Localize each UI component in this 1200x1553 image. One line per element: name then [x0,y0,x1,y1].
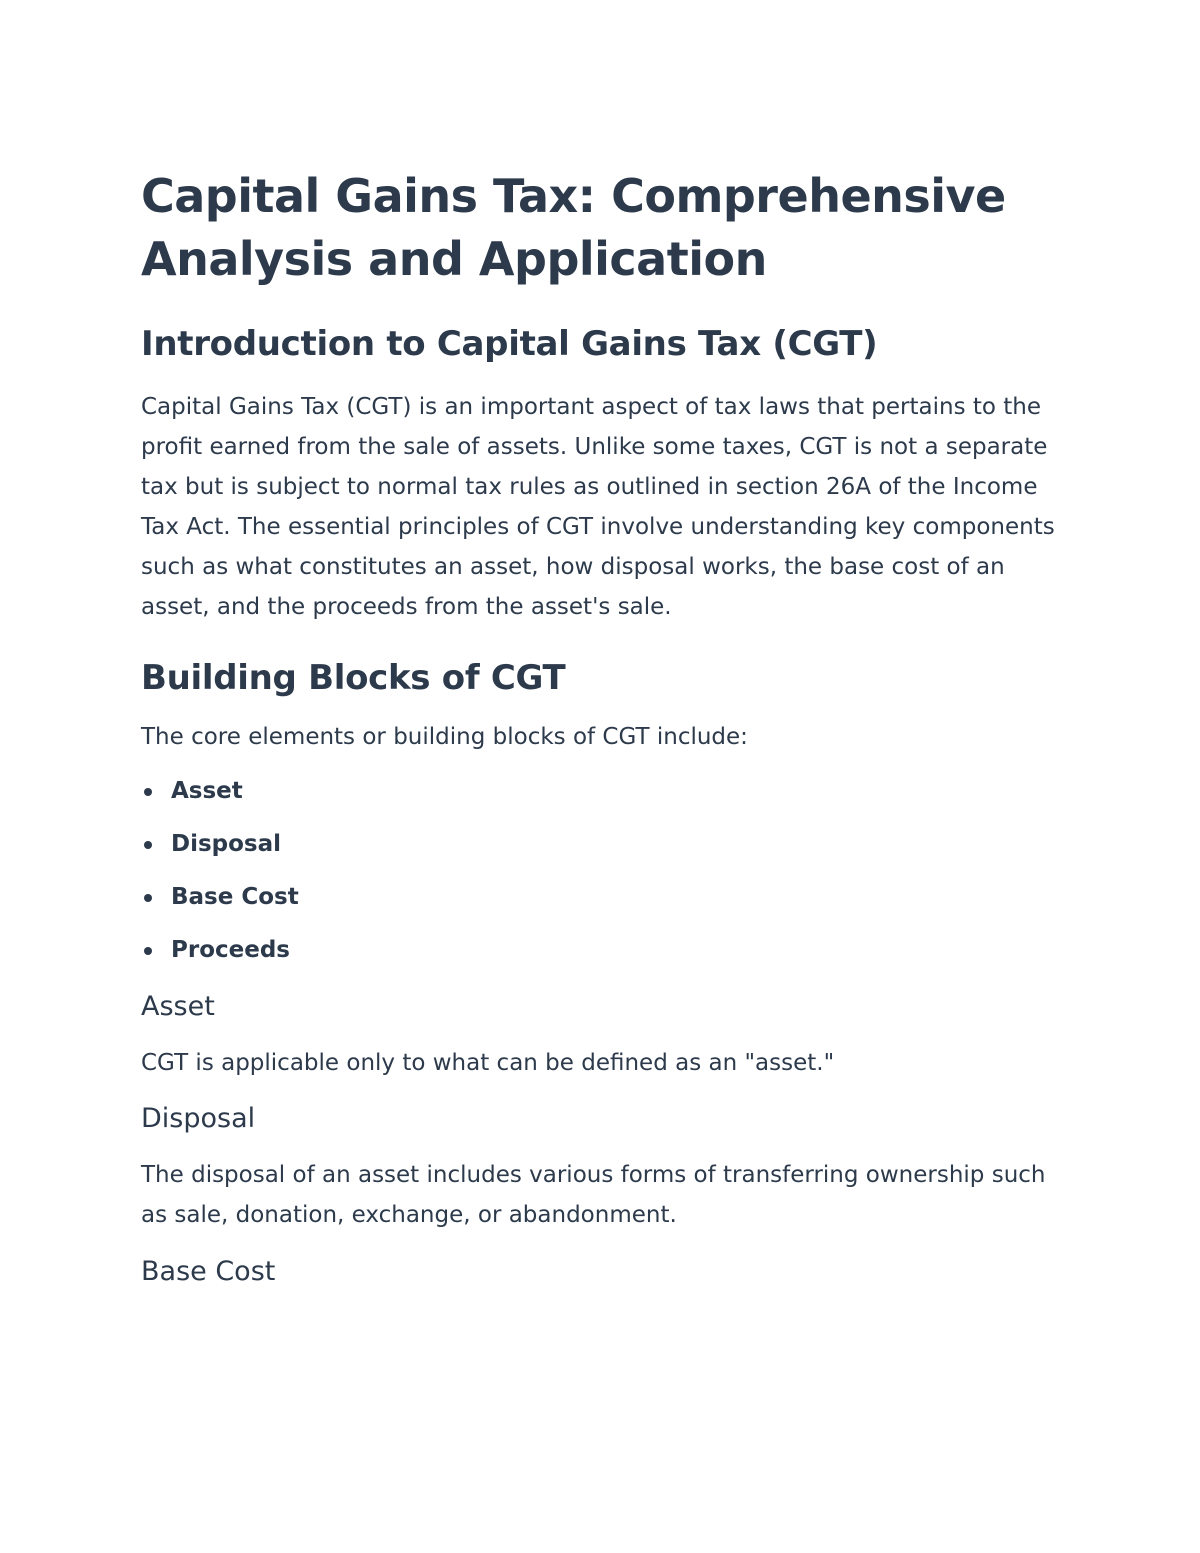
list-item [141,765,1061,818]
bullet-icon [144,894,152,902]
asset-subheading: Asset [141,991,215,1022]
intro-paragraph: Capital Gains Tax (CGT) is an important aspect of tax laws that pertains to the profit earned from the sale of assets. Unlike some taxes, CGT is not a separate tax but is subject to normal tax rules as outlined in section 26A of the Income Tax Act. The essential principles of CGT involve understanding key components such as what constitutes an asset, how disposal works, the base cost of an asset, and the proceeds from the asset's sale. [141,394,1055,620]
disposal-subheading: Disposal [141,1103,256,1134]
list-item-label: Base Cost [171,884,299,910]
list-item [141,924,1061,977]
bullet-icon [144,841,152,849]
document-title: Capital Gains Tax: Comprehensive Analysis and Application [141,169,1006,286]
bullet-icon [144,788,152,796]
list-item-label: Asset [171,778,243,804]
bullet-icon [144,947,152,955]
list-item-label: Proceeds [171,937,290,963]
list-item [141,871,1061,924]
list-item-label: Disposal [171,831,282,857]
disposal-paragraph: The disposal of an asset includes various forms of transferring ownership such as sale, donation, exchange, or abandonment. [141,1162,1046,1228]
base-cost-subheading: Base Cost [141,1256,276,1287]
list-item [141,818,1061,871]
building-blocks-list [141,765,1061,977]
asset-paragraph: CGT is applicable only to what can be defined as an "asset." [141,1050,835,1076]
document-page [141,165,1061,1290]
building-blocks-intro: The core elements or building blocks of CGT include: [141,724,748,750]
building-blocks-heading: Building Blocks of CGT [141,658,566,698]
intro-heading: Introduction to Capital Gains Tax (CGT) [141,324,878,364]
